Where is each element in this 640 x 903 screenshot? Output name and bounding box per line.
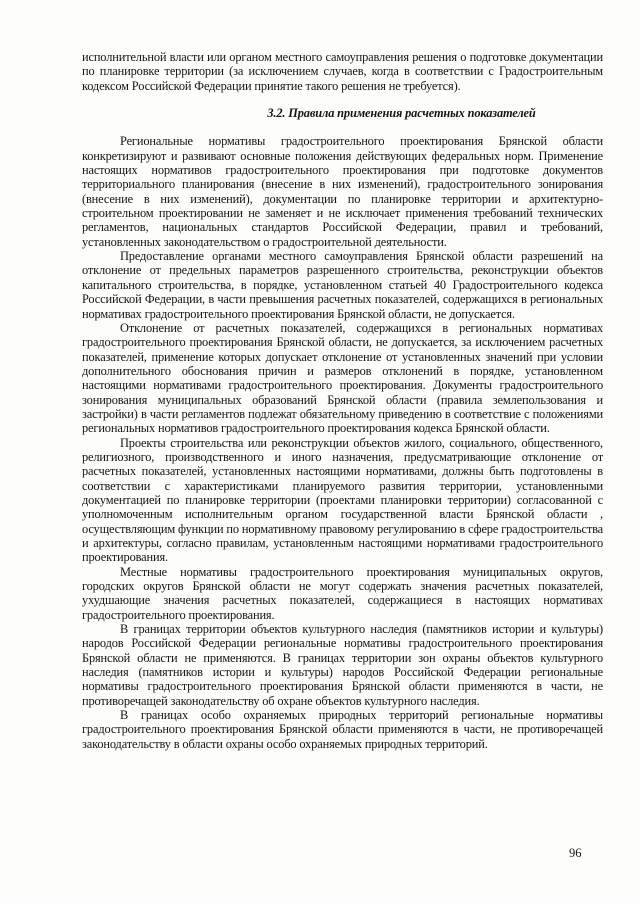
paragraph-1: Региональные нормативы градостроительного проектирования Брянской области конкретизируют и развивают основные положения действующих федеральных норм. Применение настоящих нормативов градостроительного проектирования при подготовке документов территориального планирования (внесение в них изменений), градостроительного зонирования (внесение в них изменений), документации по планировке территории и архитектурно-строительном проектировании не заменяет и не исключает применения требований технических регламентов, национальных стандартов Российской Федерации, правил и требований, установленных законодательством о градостроительной деятельности. bbox=[82, 134, 603, 249]
paragraph-2: Предоставление органами местного самоуправления Брянской области разрешений на отклонение от предельных параметров разрешенного строительства, реконструкции объектов капитального строительства, в порядке, установленном статьей 40 Градостроительного кодекса Российской Федерации, в части превышения расчетных показателей, содержащихся в региональных нормативах градостроительного проектирования Брянской области, не допускается. bbox=[82, 249, 603, 321]
section-heading: 3.2. Правила применения расчетных показателей bbox=[267, 106, 536, 121]
page-number: 96 bbox=[569, 846, 582, 860]
paragraph-7: В границах особо охраняемых природных территорий региональные нормативы градостроительного проектирования Брянской области применяются в части, не противоречащей законодательству в области охраны особо охраняемых природных территорий. bbox=[82, 708, 603, 751]
intro-paragraph: исполнительной власти или органом местного самоуправления решения о подготовке документации по планировке территории (за исключением случаев, когда в соответствии с Градостроительным кодексом Российской Федерации принятие такого решения не требуется). bbox=[82, 50, 603, 93]
paragraph-4: Проекты строительства или реконструкции объектов жилого, социального, общественного, религиозного, производственного и иного назначения, предусматривающие отклонение от расчетных показателей, установленных настоящими нормативами, должны быть подготовлены в соответствии с характеристиками планируемого развития территории, установленными документацией по планировке территории (проектами планировки территории) согласованной с уполномоченным исполнительным органом государственной власти Брянской области , осуществляющим функции по нормативному правовому регулированию в сфере градостроительства и архитектуры, согласно правилам, установленным настоящими нормативами градостроительного проектирования. bbox=[82, 435, 603, 565]
document-body bbox=[82, 50, 603, 751]
paragraph-3: Отклонение от расчетных показателей, содержащихся в региональных нормативах градостроительного проектирования Брянской области, не допускается, за исключением расчетных показателей, применение которых допускает отклонение от установленных значений при условии дополнительного обоснования причин и размеров отклонений в порядке, установленном настоящими нормативами градостроительного проектирования. Документы градостроительного зонирования муниципальных образований Брянской области (правила землепользования и застройки) в части регламентов подлежат обязательному приведению в соответствие с положениями региональных нормативов градостроительного проектирования кодекса Брянской области. bbox=[82, 320, 603, 436]
paragraph-5: Местные нормативы градостроительного проектирования муниципальных округов, городских округов Брянской области не могут содержать значения расчетных показателей, ухудшающие значения расчетных показателей, содержащиеся в настоящих нормативах градостроительного проектирования. bbox=[82, 564, 603, 622]
paragraph-6: В границах территории объектов культурного наследия (памятников истории и культуры) народов Российской Федерации региональные нормативы градостроительного проектирования Брянской области не применяются. В границах территории зон охраны объектов культурного наследия (памятников истории и культуры) народов Российской Федерации региональные нормативы градостроительного проектирования Брянской области применяются в части, не противоречащей законодательству об охране объектов культурного наследия. bbox=[82, 622, 603, 708]
